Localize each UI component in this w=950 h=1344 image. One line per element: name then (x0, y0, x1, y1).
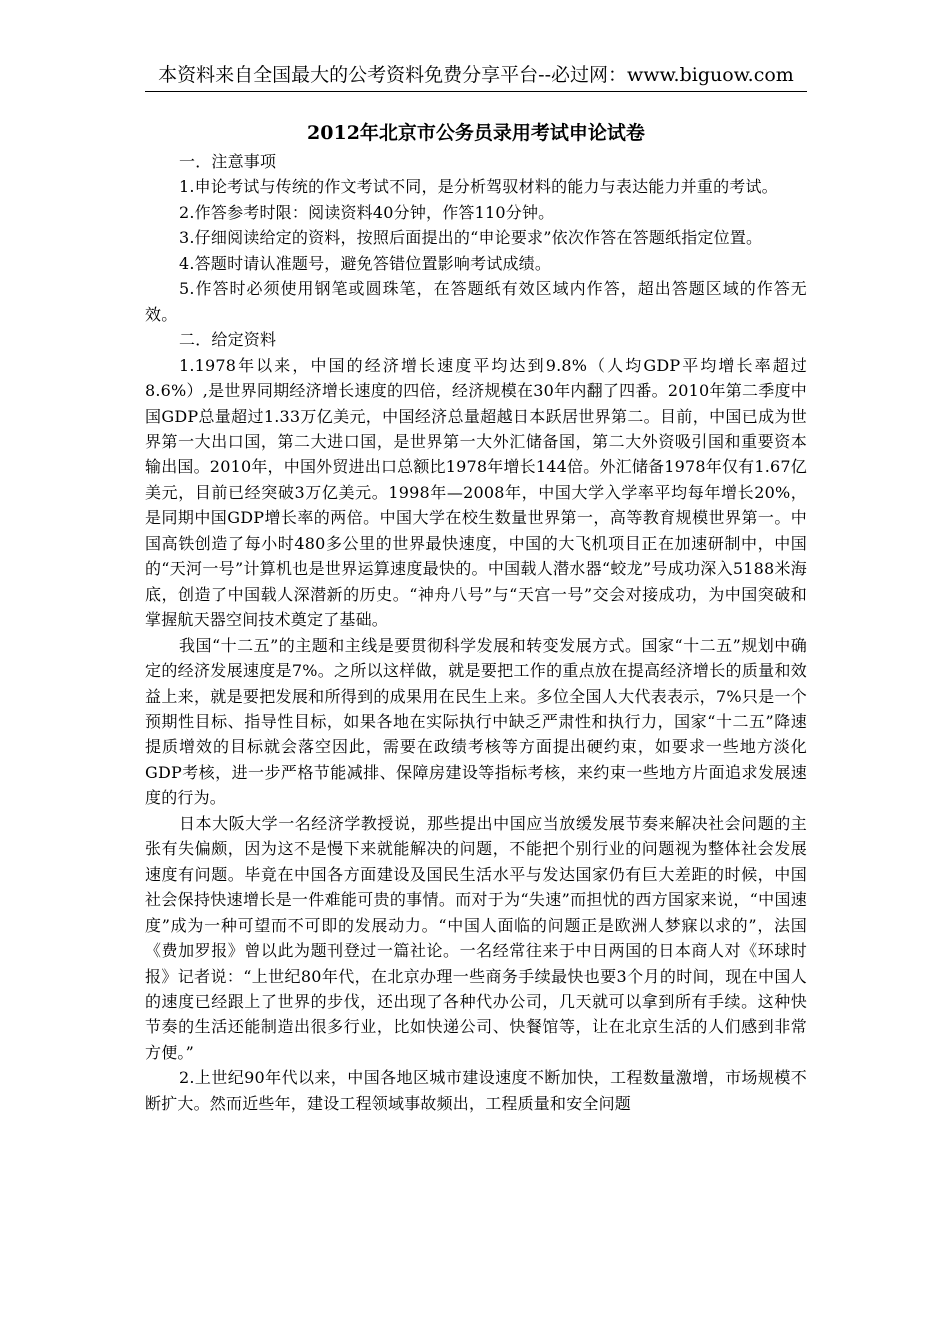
section-heading-materials: 二．给定资料 (179, 330, 277, 350)
page-header-source-note: 本资料来自全国最大的公考资料免费分享平台--必过网：www.biguow.com (158, 64, 794, 86)
note-item-1: 1.申论考试与传统的作文考试不同，是分析驾驭材料的能力与表达能力并重的考试。 (179, 177, 778, 197)
note-item-3: 3.仔细阅读给定的资料，按照后面提出的“申论要求”依次作答在答题纸指定位置。 (179, 228, 763, 248)
exam-document (145, 118, 807, 1116)
material-paragraph: 日本大阪大学一名经济学教授说，那些提出中国应当放缓发展节奏来解决社会问题的主张有失偏颇，因为这不是慢下来就能解决的问题，不能把个别行业的问题视为整体社会发展速度有问题。毕竟在中国各方面建设及国民生活水平与发达国家仍有巨大差距的时候，中国社会保持快速增长是一件难能可贵的事情。而对于为“失速”而担忧的西方国家来说，“中国速度”成为一种可望而不可即的发展动力。“中国人面临的问题正是欧洲人梦寐以求的”，法国《费加罗报》曾以此为题刊登过一篇社论。一名经常往来于中日两国的日本商人对《环球时报》记者说：“上世纪80年代，在北京办理一些商务手续最快也要3个月的时间，现在中国人的速度已经跟上了世界的步伐，还出现了各种代办公司，几天就可以拿到所有手续。这种快节奏的生活还能制造出很多行业，比如快递公司、快餐馆等，让在北京生活的人们感到非常方便。” (145, 813, 807, 1062)
material-paragraph: 2.上世纪90年代以来，中国各地区城市建设速度不断加快，工程数量激增，市场规模不断扩大。然而近些年，建设工程领域事故频出，工程质量和安全问题 (145, 1068, 807, 1113)
note-item-4: 4.答题时请认准题号，避免答错位置影响考试成绩。 (179, 253, 552, 273)
note-item-5: 5.作答时必须使用钢笔或圆珠笔，在答题纸有效区域内作答，超出答题区域的作答无效。 (145, 279, 807, 324)
note-item-2: 2.作答参考时限：阅读资料40分钟，作答110分钟。 (179, 202, 555, 222)
section-heading-notes: 一．注意事项 (179, 152, 277, 171)
material-paragraph: 1.1978年以来，中国的经济增长速度平均达到9.8%（人均GDP平均增长率超过8.6%）,是世界同期经济增长速度的四倍，经济规模在30年内翻了四番。2010年第二季度中国GDP总量超过1.33万亿美元，中国经济总量超越日本跃居世界第二。目前，中国已成为世界第一大出口国，第二大进口国，是世界第一大外汇储备国，第二大外资吸引国和重要资本输出国。2010年，中国外贸进出口总额比1978年增长144倍。外汇储备1978年仅有1.67亿美元，目前已经突破3万亿美元。1998年—2008年，中国大学入学率平均每年增长20%，是同期中国GDP增长率的两倍。中国大学在校生数量世界第一，高等教育规模世界第一。中国高铁创造了每小时480多公里的世界最快速度，中国的大飞机项目正在加速研制中，中国的“天河一号”计算机也是世界运算速度最快的。中国载人潜水器“蛟龙”号成功深入5188米海底，创造了中国载人深潜新的历史。“神舟八号”与“天宫一号”交会对接成功，为中国突破和掌握航天器空间技术奠定了基础。 (145, 355, 807, 630)
header-divider (145, 91, 807, 92)
material-paragraph: 我国“十二五”的主题和主线是要贯彻科学发展和转变发展方式。国家“十二五”规划中确定的经济发展速度是7%。之所以这样做，就是要把工作的重点放在提高经济增长的质量和效益上来，就是要把发展和所得到的成果用在民生上来。多位全国人大代表表示，7%只是一个预期性目标、指导性目标，如果各地在实际执行中缺乏严肃性和执行力，国家“十二五”降速提质增效的目标就会落空因此，需要在政绩考核等方面提出硬约束，如要求一些地方淡化GDP考核，进一步严格节能减排、保障房建设等指标考核，来约束一些地方片面追求发展速度的行为。 (145, 635, 807, 808)
document-title: 2012年北京市公务员录用考试申论试卷 (307, 122, 645, 144)
